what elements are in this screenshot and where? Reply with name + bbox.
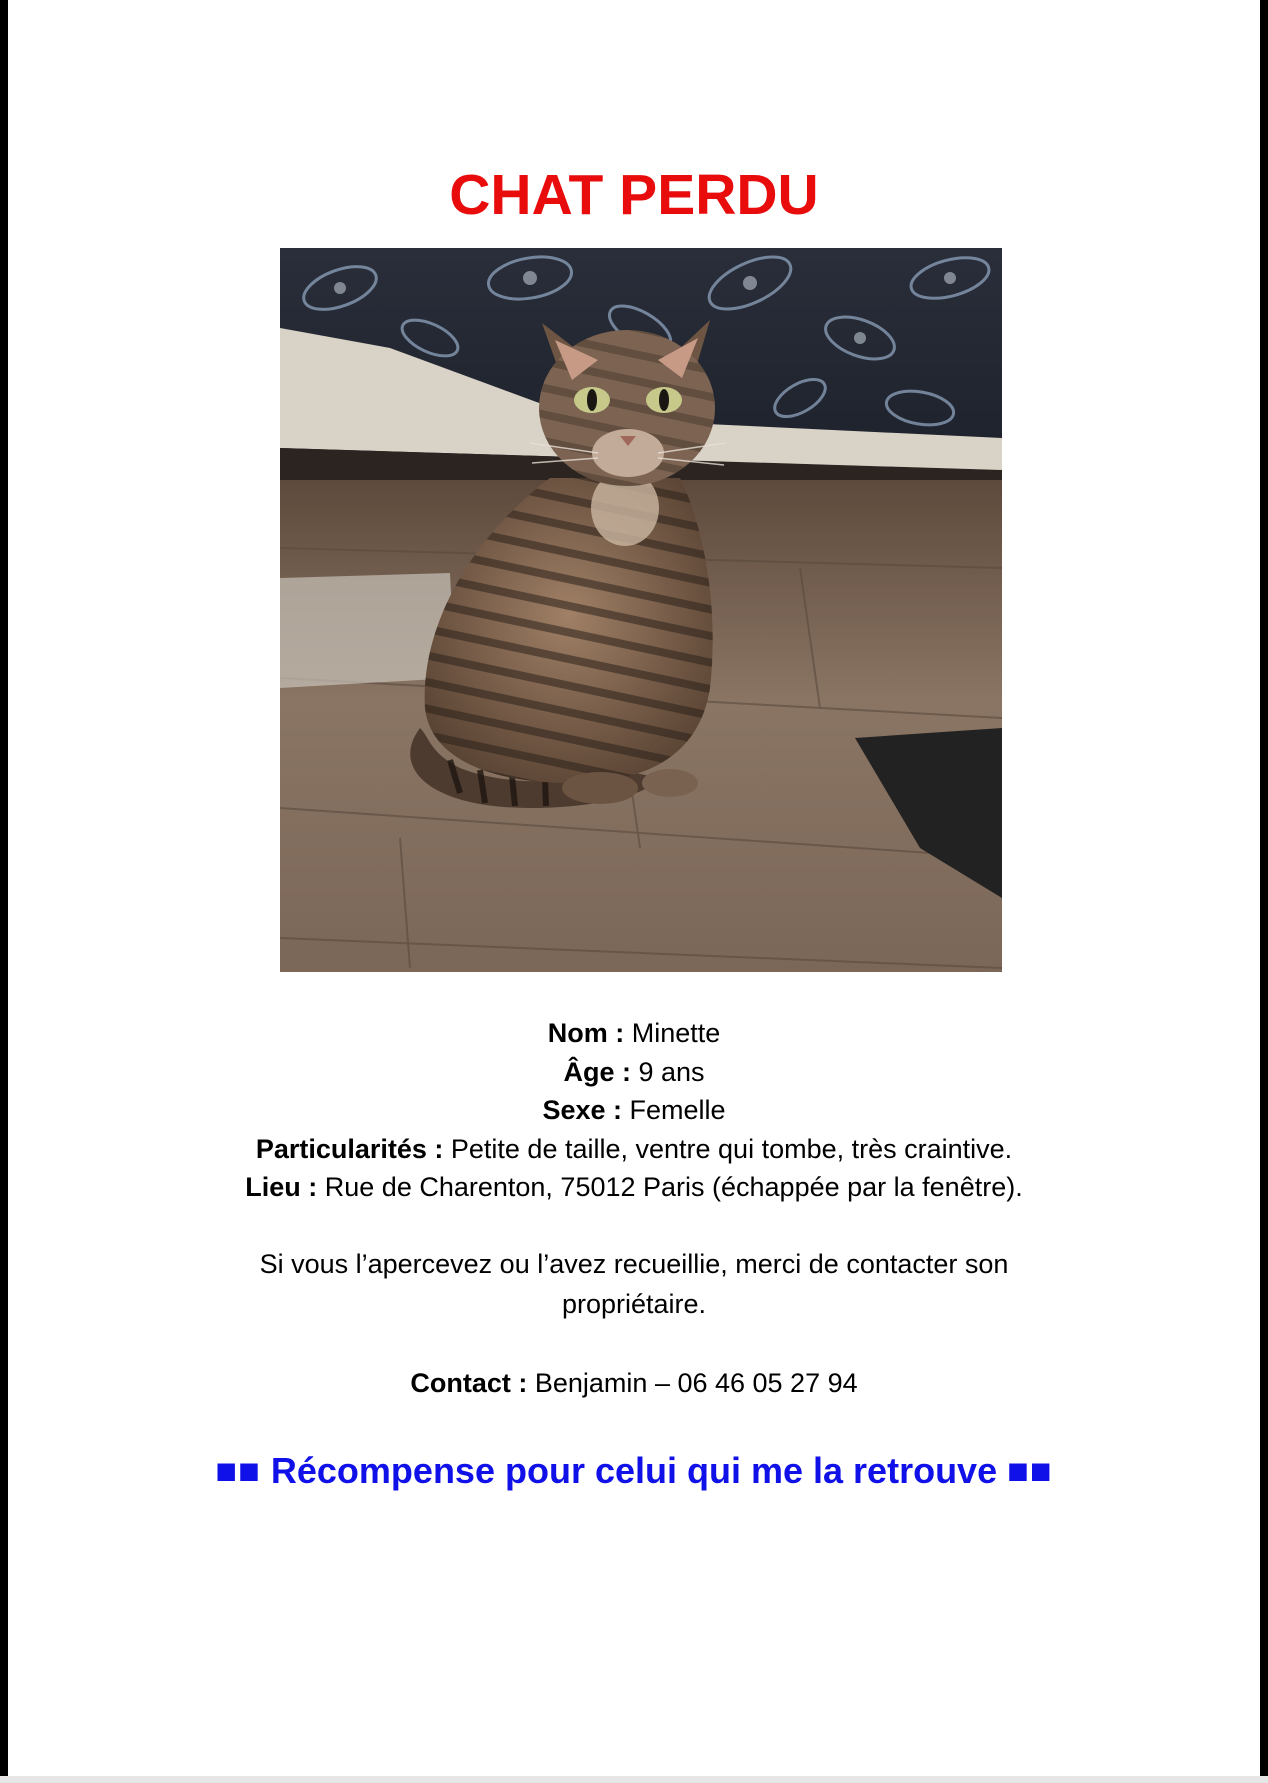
detail-location	[0, 1168, 1268, 1207]
detail-label: Âge :	[563, 1056, 631, 1087]
contact-value: Benjamin – 06 46 05 27 94	[527, 1368, 858, 1398]
detail-label: Sexe :	[542, 1095, 623, 1125]
detail-label: Particularités :	[255, 1133, 444, 1164]
detail-features	[0, 1130, 1268, 1169]
detail-age	[0, 1053, 1268, 1092]
cat-details	[0, 1014, 1268, 1207]
detail-sex	[0, 1091, 1268, 1130]
reward-text: Récompense pour celui qui me la retrouve	[260, 1450, 1008, 1491]
contact-line	[0, 1363, 1268, 1403]
page-bottom-edge	[0, 1776, 1268, 1783]
contact-message	[0, 1244, 1268, 1324]
message-line-2: propriétaire.	[561, 1289, 707, 1319]
detail-label: Lieu :	[245, 1172, 318, 1202]
detail-value: 9 ans	[630, 1056, 705, 1087]
detail-value: Rue de Charenton, 75012 Paris (échappée par la fenêtre).	[317, 1172, 1023, 1202]
detail-name	[0, 1014, 1268, 1053]
detail-value: Petite de taille, ventre qui tombe, très craintive.	[443, 1133, 1013, 1164]
reward-squares-right: ■■	[1007, 1450, 1053, 1491]
reward-banner	[0, 1446, 1268, 1496]
detail-value: Femelle	[622, 1095, 726, 1125]
detail-value: Minette	[624, 1018, 721, 1048]
cat-photo	[280, 248, 1002, 972]
reward-squares-left: ■■	[215, 1450, 261, 1491]
detail-label: Nom :	[547, 1018, 625, 1048]
contact-label: Contact :	[410, 1368, 528, 1398]
message-line-1: Si vous l’apercevez ou l’avez recueillie, merci de contacter son	[259, 1249, 1009, 1279]
poster-title: CHAT PERDU	[449, 163, 819, 227]
